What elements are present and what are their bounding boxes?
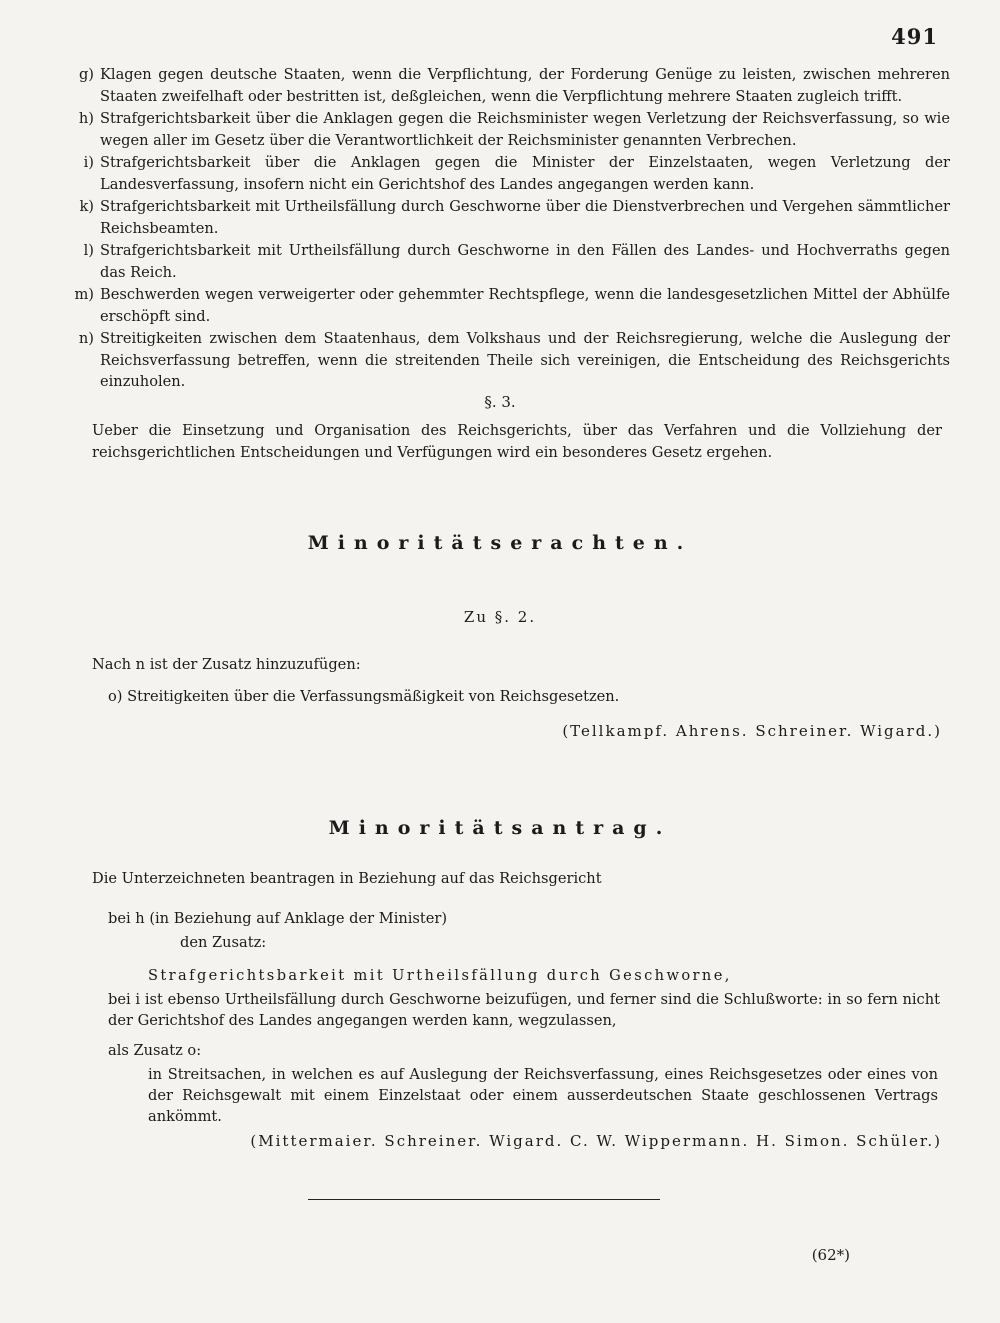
list-item [60,108,950,151]
item-text: Strafgerichtsbarkeit mit Urtheilsfällung durch Geschworne über die Dienstverbrechen und Vergehen sämmtlicher Reichsbeamten. [100,198,950,237]
page-number: 491 [891,24,938,49]
minority-motion-signatures: (Mittermaier. Schreiner. Wigard. C. W. Wippermann. H. Simon. Schüler.) [250,1132,942,1150]
list-item [60,196,950,239]
item-text: Strafgerichtsbarkeit über die Anklagen gegen die Reichsminister wegen Verletzung der Reichsverfassung, so wie wegen aller im Gesetz über die Verantwortlichkeit der Reichsminister genannten Verbrechen. [100,110,950,149]
item-label: l) [83,242,94,259]
minority-motion-bei-h: bei h (in Beziehung auf Anklage der Minister) [108,910,448,927]
item-list [60,64,950,394]
list-item [60,240,950,283]
item-label: i) [83,154,94,171]
minority-opinion-signatures: (Tellkampf. Ahrens. Schreiner. Wigard.) [562,722,942,740]
minority-motion-als-zusatz: als Zusatz o: [108,1042,202,1059]
item-label: h) [78,110,94,127]
item-text: Beschwerden wegen verweigerter oder gehemmter Rechtspflege, wenn die landesgesetzlichen Mittel der Abhülfe erschöpft sind. [100,286,950,325]
minority-motion-intro: Die Unterzeichneten beantragen in Beziehung auf das Reichsgericht [92,870,602,887]
item-text: Strafgerichtsbarkeit über die Anklagen gegen die Minister der Einzelstaaten, wegen Verletzung der Landesverfassung, insofern nicht ein Gerichtshof des Landes angegangen werden kann. [100,154,950,193]
item-label: k) [79,198,94,215]
section-3-text: Ueber die Einsetzung und Organisation des Reichsgerichts, über das Verfahren und die Vollziehung der reichsgerichtlichen Entscheidungen und Verfügungen wird ein besonderes Gesetz ergehen. [92,422,942,461]
item-label: g) [78,66,94,83]
item-text: Streitigkeiten zwischen dem Staatenhaus, dem Volkshaus und der Reichsregierung, welche die Auslegung der Reichsverfassung betreffen, wenn die streitenden Theile sich vereinigen, die Entscheidung des Reichsgerichts einzuholen. [100,330,950,390]
minority-motion-zusatz-o: in Streitsachen, in welchen es auf Auslegung der Reichsverfassung, eines Reichsgesetzes oder eines von der Reichsgewalt mit einem Einzelstaat oder einem ausserdeutschen Staate geschlossenen Vertrags ankömmt. [148,1066,938,1125]
minority-motion-heading: Minoritätsantrag. [328,817,672,839]
list-item [60,64,950,107]
list-item [60,284,950,327]
section-3-heading: §. 3. [484,393,516,411]
item-label: m) [74,286,94,303]
sheet-signature: (62*) [811,1246,850,1264]
minority-motion-den-zusatz: den Zusatz: [180,934,267,951]
minority-opinion-heading: Minoritätserachten. [307,532,693,554]
list-item [60,328,950,393]
minority-opinion-subheading: Zu §. 2. [463,608,537,626]
list-item [60,152,950,195]
minority-opinion-line-1: Nach n ist der Zusatz hinzuzufügen: [92,656,361,673]
footer-rule [308,1199,660,1200]
minority-motion-bei-i: bei i ist ebenso Urtheilsfällung durch Geschworne beizufügen, und ferner sind die Schlußworte: in so fern nicht der Gerichtshof des Landes angegangen werden kann, wegzulassen, [108,991,940,1029]
item-label: n) [78,330,94,347]
item-text: Klagen gegen deutsche Staaten, wenn die Verpflichtung, der Forderung Genüge zu leisten, zwischen mehreren Staaten zweifelhaft oder bestritten ist, deßgleichen, wenn die Verpflichtung mehrere Staaten zugleich trifft. [100,66,950,105]
item-text: Strafgerichtsbarkeit mit Urtheilsfällung durch Geschworne in den Fällen des Landes- und Hochverraths gegen das Reich. [100,242,950,281]
minority-motion-zusatz-text: Strafgerichtsbarkeit mit Urtheilsfällung durch Geschworne, [148,967,732,984]
minority-opinion-line-2: o) Streitigkeiten über die Verfassungsmäßigkeit von Reichsgesetzen. [108,688,620,705]
